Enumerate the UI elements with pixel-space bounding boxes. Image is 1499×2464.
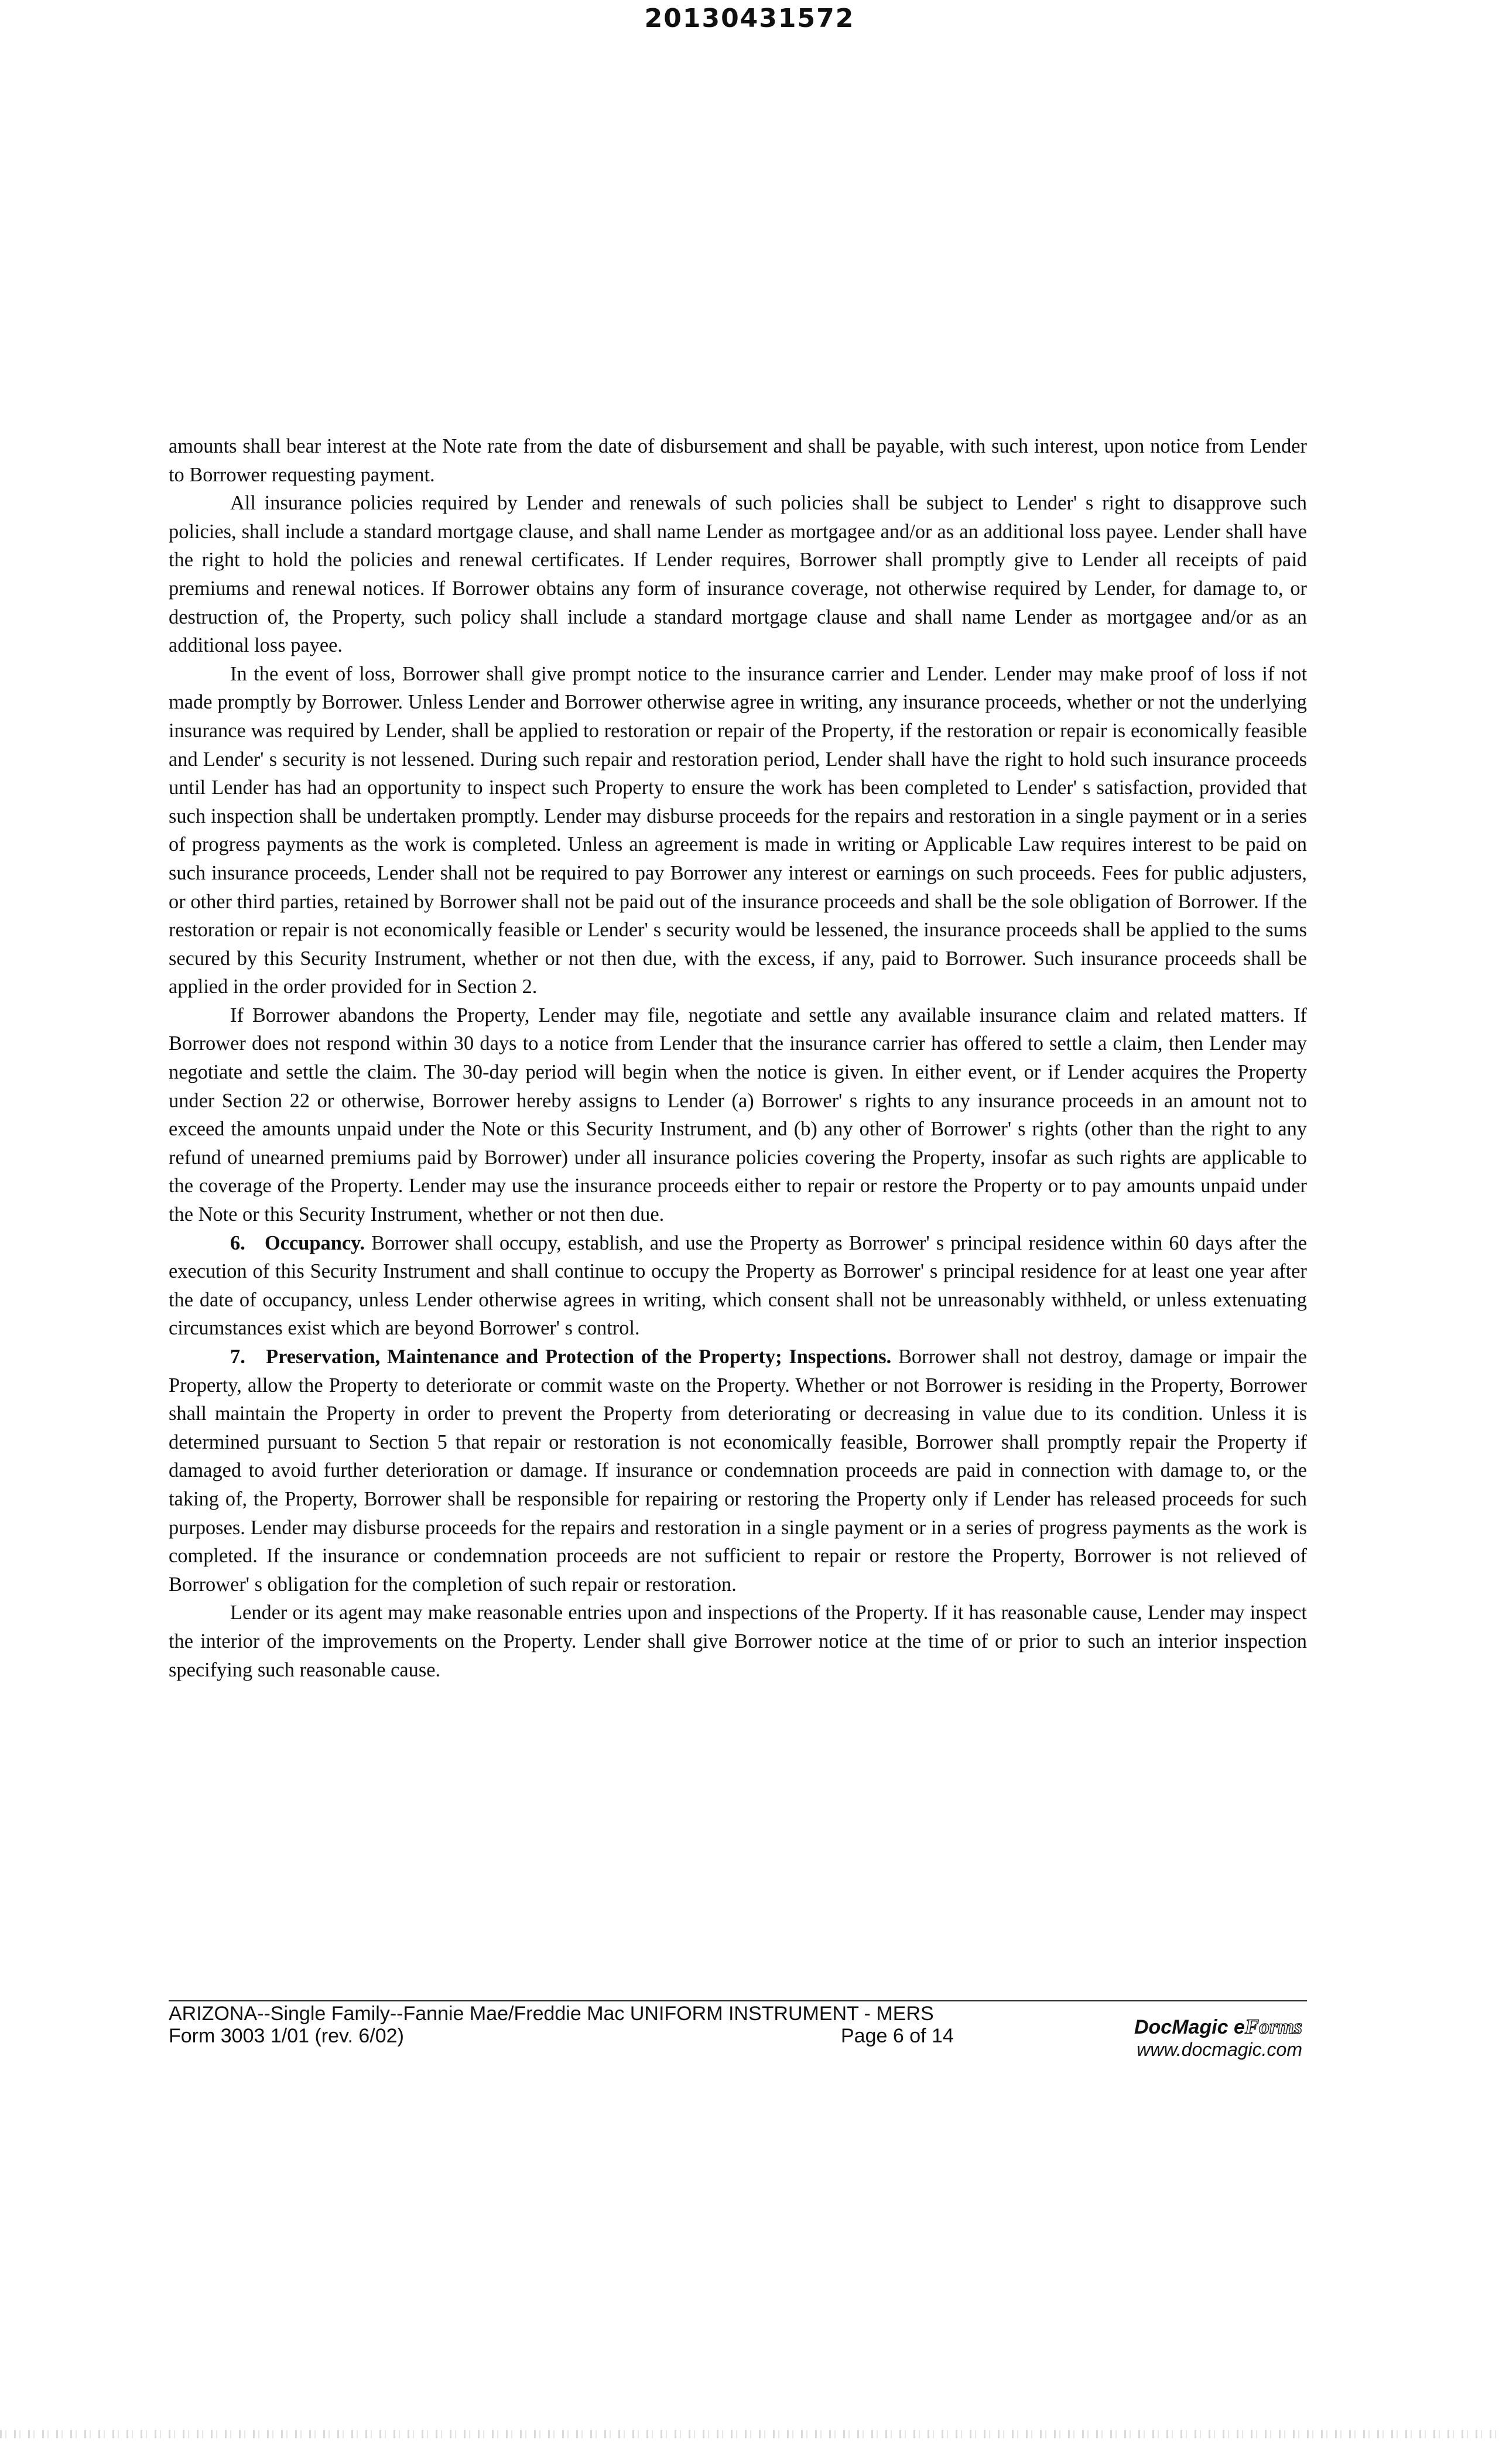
brand-name: DocMagic — [1134, 2016, 1228, 2038]
section-number: 7. — [230, 1346, 245, 1368]
page-number: Page 6 of 14 — [841, 2025, 954, 2047]
form-number: Form 3003 1/01 (rev. 6/02) — [169, 2025, 404, 2047]
paragraph-inspections: Lender or its agent may make reasonable entries upon and inspections of the Property. If it has reasonable cause, Lender may inspect the interior of the improvements on the Property. Lender shall give Borrower notice at the time of or prior to such an interior inspection specifying such reasonable cause. — [169, 1601, 1307, 1681]
section-heading: Occupancy. — [265, 1231, 365, 1254]
section-6-occupancy — [169, 1229, 1307, 1343]
document-body — [169, 432, 1307, 1684]
publisher-logo — [1134, 2015, 1302, 2061]
eforms-e-mark: e — [1234, 2016, 1245, 2038]
eforms-wordmark: Forms — [1244, 2015, 1302, 2038]
recording-number: 20130431572 — [644, 4, 855, 33]
section-number: 6. — [230, 1231, 245, 1254]
section-text: Borrower shall occupy, establish, and use the Property as Borrower' s principal residence within 60 days after the execution of this Security Instrument and shall continue to occupy the Property as Borrower' s principal residence for at least one year after the date of occupancy, unless Lender otherwise agrees in writing, which consent shall not be unreasonably withheld, or unless extenuating circumstances exist which are beyond Borrower' s control. — [169, 1231, 1308, 1340]
section-text: Borrower shall not destroy, damage or impair the Property, allow the Property to deteriorate or commit waste on the Property. Whether or not Borrower is residing in the Property, Borrower shall maintain the Property in order to prevent the Property from deteriorating or decreasing in value due to its condition. Unless it is determined pursuant to Section 5 that repair or restoration is not economically feasible, Borrower shall promptly repair the Property if damaged to avoid further deterioration or damage. If insurance or condemnation proceeds are paid in connection with damage to, or the taking of, the Property, Borrower shall be responsible for repairing or restoring the Property only if Lender has released proceeds for such purposes. Lender may disburse proceeds for the repairs and restoration in a single payment or in a series of progress payments as the work is completed. If the insurance or condemnation proceeds are not sufficient to repair or restore the Property, Borrower is not relieved of Borrower' s obligation for the completion of such repair or restoration. — [169, 1346, 1308, 1596]
scan-edge-artifact — [0, 2430, 1499, 2438]
paragraph-insurance-policies: All insurance policies required by Lender and renewals of such policies shall be subject to Lender' s right to disapprove such policies, shall include a standard mortgage clause, and shall name Lender as mortgagee and/or as an additional loss payee. Lender shall have the right to hold the policies and renewal certificates. If Lender requires, Borrower shall promptly give to Lender all receipts of paid premiums and renewal notices. If Borrower obtains any form of insurance coverage, not otherwise required by Lender, for damage to, or destruction of, the Property, such policy shall include a standard mortgage clause and shall name Lender as mortgagee and/or as an additional loss payee. — [169, 492, 1307, 657]
form-identification — [169, 2003, 934, 2047]
paragraph-event-of-loss: In the event of loss, Borrower shall give prompt notice to the insurance carrier and Lender. Lender may make proof of loss if not made promptly by Borrower. Unless Lender and Borrower otherwise agree in writing, any insurance proceeds, whether or not the underlying insurance was required by Lender, shall be applied to restoration or repair of the Property, if the restoration or repair is economically feasible and Lender' s security is not lessened. During such repair and restoration period, Lender shall have the right to hold such insurance proceeds until Lender has had an opportunity to inspect such Property to ensure the work has been completed to Lender' s satisfaction, provided that such inspection shall be undertaken promptly. Lender may disburse proceeds for the repairs and restoration in a single payment or in a series of progress payments as the work is completed. Unless an agreement is made in writing or Applicable Law requires interest to be paid on such insurance proceeds, Lender shall not be required to pay Borrower any interest or earnings on such proceeds. Fees for public adjusters, or other third parties, retained by Borrower shall not be paid out of the insurance proceeds and shall be the sole obligation of Borrower. If the restoration or repair is not economically feasible or Lender' s security would be lessened, the insurance proceeds shall be applied to the sums secured by this Security Instrument, whether or not then due, with the excess, if any, paid to Borrower. Such insurance proceeds shall be applied in the order provided for in Section 2. — [169, 662, 1307, 998]
publisher-website: www.docmagic.com — [1137, 2039, 1302, 2060]
section-7-preservation — [169, 1343, 1307, 1599]
paragraph-abandonment: If Borrower abandons the Property, Lender may file, negotiate and settle any available insurance claim and related matters. If Borrower does not respond within 30 days to a notice from Lender that the insurance carrier has offered to settle a claim, then Lender may negotiate and settle the claim. The 30-day period will begin when the notice is given. In either event, or if Lender acquires the Property under Section 22 or otherwise, Borrower hereby assigns to Lender (a) Borrower' s rights to any insurance proceeds in an amount not to exceed the amounts unpaid under the Note or this Security Instrument, and (b) any other of Borrower' s rights (other than the right to any refund of unearned premiums paid by Borrower) under all insurance policies covering the Property, insofar as such rights are applicable to the coverage of the Property. Lender may use the insurance proceeds either to repair or restore the Property or to pay amounts unpaid under the Note or this Security Instrument, whether or not then due. — [169, 1004, 1307, 1226]
paragraph-continuation: amounts shall bear interest at the Note rate from the date of disbursement and shall be payable, with such interest, upon notice from Lender to Borrower requesting payment. — [169, 435, 1307, 486]
form-title: ARIZONA--Single Family--Fannie Mae/Freddie Mac UNIFORM INSTRUMENT - MERS — [169, 2003, 934, 2025]
section-heading: Preservation, Maintenance and Protection of the Property; Inspections. — [266, 1346, 892, 1368]
page-footer — [169, 2000, 1307, 2060]
docmagic-logo — [1134, 2015, 1302, 2038]
